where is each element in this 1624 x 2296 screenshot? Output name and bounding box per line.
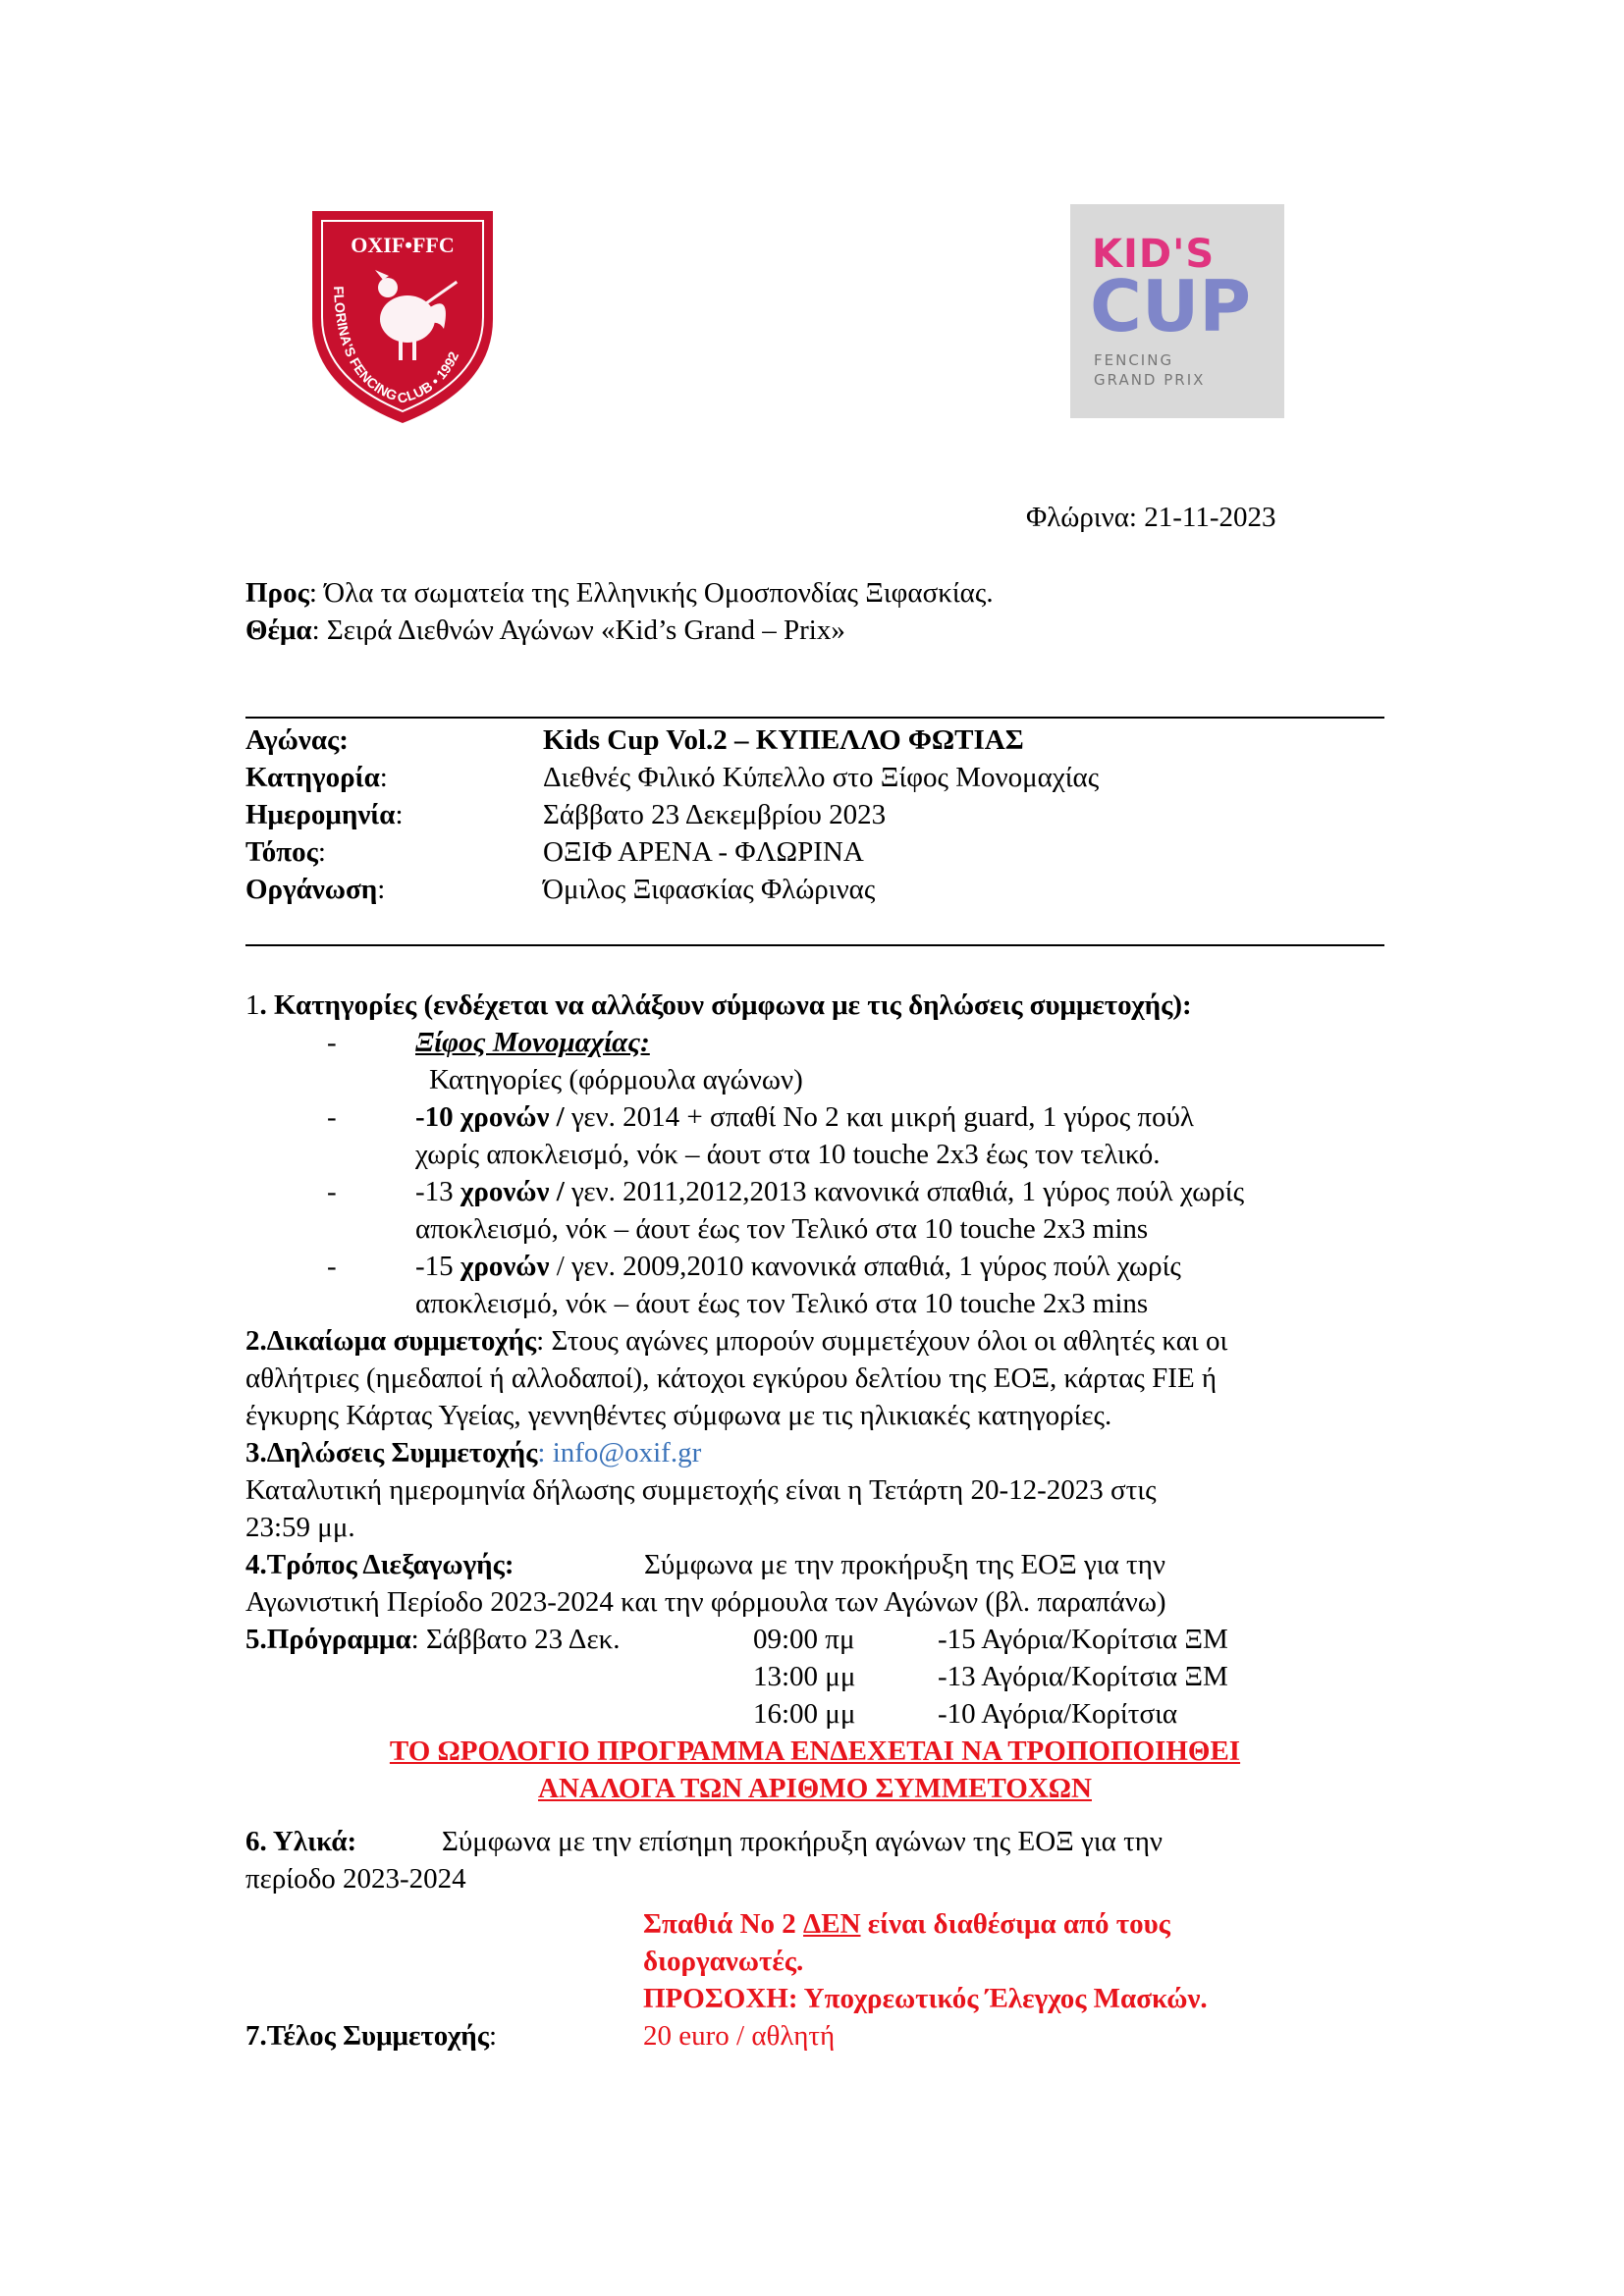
category-age: χρονών <box>460 1251 550 1282</box>
schedule-category: -10 Αγόρια/Κορίτσια <box>938 1698 1178 1730</box>
schedule-time: 09:00 πμ <box>753 1624 855 1655</box>
section-label: 5.Πρόγραμμα <box>245 1624 411 1655</box>
info-label: Ημερομηνία <box>245 799 396 830</box>
section-6-label: 6. Υλικά: <box>245 1826 357 1857</box>
info-value-category: Διεθνές Φιλικό Κύπελλο στο Ξίφος Μονομαχίας <box>543 762 1100 793</box>
section-2-line2: αθλήτριες (ημεδαποί ή αλλοδαποί), κάτοχοι εγκύρου δελτίου της ΕΟΞ, κάρτας FIE ή <box>245 1362 1218 1394</box>
categories-subheading: Κατηγορίες (φόρμουλα αγώνων) <box>429 1064 803 1095</box>
info-label: Κατηγορία <box>245 762 380 793</box>
logo-arc-text: FLORINA'S FENCING CLUB • 1992 <box>331 286 462 406</box>
oxif-ffc-logo <box>304 201 501 427</box>
entry-fee-value: 20 euro / αθλητή <box>643 2020 836 2052</box>
section-label: 3.Δηλώσεις Συμμετοχής <box>245 1437 538 1468</box>
kids-cup-line4: GRAND PRIX <box>1094 371 1206 389</box>
category-age-num: -15 <box>415 1251 460 1282</box>
schedule-day: : Σάββατο 23 Δεκ. <box>410 1624 621 1655</box>
category-u10-line1 <box>415 1098 1194 1136</box>
weapon-heading: Ξίφος Μονομαχίας: <box>415 1027 650 1058</box>
list-dash: - <box>327 1251 337 1282</box>
email-link[interactable]: info@oxif.gr <box>552 1437 702 1468</box>
section-7-label <box>245 2017 497 2055</box>
schedule-time: 16:00 μμ <box>753 1698 856 1730</box>
schedule-time: 13:00 μμ <box>753 1661 856 1692</box>
section-6-line2: περίοδο 2023-2024 <box>245 1863 466 1895</box>
info-row-place <box>245 833 326 871</box>
section-2-line1 <box>245 1322 1227 1360</box>
section-label: 7.Τέλος Συμμετοχής <box>245 2020 489 2052</box>
info-row-category <box>245 759 388 796</box>
info-colon: : <box>379 762 388 793</box>
category-u15-line1 <box>415 1248 1181 1285</box>
section-colon: : <box>488 2020 498 2052</box>
info-colon: : <box>377 874 386 905</box>
kids-cup-line1: KID'S <box>1092 232 1216 277</box>
info-value-event: Kids Cup Vol.2 – ΚΥΠΕΛΛΟ ΦΩΤΙΑΣ <box>543 724 1024 756</box>
list-dash: - <box>327 1176 337 1207</box>
info-label: Οργάνωση <box>245 874 378 905</box>
divider-top <box>245 717 1384 719</box>
section-4-line1: Σύμφωνα με την προκήρυξη της ΕΟΞ για την <box>644 1549 1165 1580</box>
category-desc: γεν. 2011,2012,2013 κανονικά σπαθιά, 1 γύρος πούλ χωρίς <box>564 1176 1245 1207</box>
kids-cup-logo <box>1070 204 1284 418</box>
note-text: Σπαθιά No 2 <box>643 1908 804 1940</box>
section-number: 1 <box>245 989 260 1021</box>
list-dash: - <box>327 1101 337 1133</box>
info-label: Αγώνας: <box>245 724 349 756</box>
category-u15-line2: αποκλεισμό, νόκ – άουτ έως τον Τελικό στα 10 touche 2x3 mins <box>415 1288 1149 1319</box>
schedule-category: -15 Αγόρια/Κορίτσια ΞΜ <box>938 1624 1228 1655</box>
section-4-label: 4.Τρόπος Διεξαγωγής: <box>245 1549 514 1580</box>
section-title: . Κατηγορίες (ενδέχεται να αλλάξουν σύμφωνα με τις δηλώσεις συμμετοχής): <box>259 989 1192 1021</box>
info-value-organizer: Όμιλος Ξιφασκίας Φλώρινας <box>543 874 876 905</box>
section-1-title <box>245 987 1192 1024</box>
document-date: Φλώρινα: 21-11-2023 <box>1026 502 1276 533</box>
category-age-num: -13 <box>415 1176 460 1207</box>
section-4-line2: Αγωνιστική Περίοδο 2023-2024 και την φόρμουλα των Αγώνων (βλ. παραπάνω) <box>245 1586 1166 1618</box>
info-colon: : <box>317 836 326 868</box>
category-age: χρονών / <box>460 1176 565 1207</box>
materials-note-line2: διοργανωτές. <box>643 1946 804 1977</box>
category-u10-line2: χωρίς αποκλεισμό, νόκ – άουτ στα 10 touche 2x3 έως τον τελικό. <box>415 1139 1161 1170</box>
logo-top-text: OXIF•FFC <box>351 233 455 257</box>
info-label: Τόπος <box>245 836 318 868</box>
note-emphasis: ΔΕΝ <box>803 1908 861 1940</box>
info-value-place: ΟΞΙΦ ΑΡΕΝΑ - ΦΛΩΡΙΝΑ <box>543 836 864 868</box>
section-3-line3: 23:59 μμ. <box>245 1512 355 1543</box>
schedule-warning-line2: ΑΝΑΛΟΓΑ ΤΩΝ ΑΡΙΘΜΟ ΣΥΜΜΕΤΟΧΩΝ <box>538 1773 1092 1804</box>
divider-bottom <box>245 944 1384 946</box>
section-2-line3: έγκυρης Κάρτας Υγείας, γεννηθέντες σύμφωνα με τις ηλικιακές κατηγορίες. <box>245 1400 1112 1431</box>
subject-label: Θέμα <box>245 614 312 646</box>
kids-cup-line3: FENCING <box>1094 351 1174 369</box>
info-value-date: Σάββατο 23 Δεκεμβρίου 2023 <box>543 799 887 830</box>
recipient-text: : Όλα τα σωματεία της Ελληνικής Ομοσπονδίας Ξιφασκίας. <box>308 577 994 609</box>
schedule-category: -13 Αγόρια/Κορίτσια ΞΜ <box>938 1661 1228 1692</box>
note-text: είναι διαθέσιμα από τους <box>860 1908 1170 1940</box>
category-u13-line2: αποκλεισμό, νόκ – άουτ έως τον Τελικό στα 10 touche 2x3 mins <box>415 1213 1149 1245</box>
section-label: 2.Δικαίωμα συμμετοχής <box>245 1325 537 1357</box>
info-row-organizer <box>245 871 385 908</box>
section-5-label-line <box>245 1621 621 1658</box>
recipient-label: Προς <box>245 577 309 609</box>
section-3-line2: Καταλυτική ημερομηνία δήλωσης συμμετοχής είναι η Τετάρτη 20-12-2023 στις <box>245 1474 1157 1506</box>
subject-text: : Σειρά Διεθνών Αγώνων «Kid’s Grand – Prix» <box>311 614 845 646</box>
info-colon: : <box>395 799 404 830</box>
section-text: : Στους αγώνες μπορούν συμμετέχουν όλοι οι αθλητές και οι <box>536 1325 1228 1357</box>
kids-cup-line2: CUP <box>1090 265 1252 347</box>
materials-note-line1 <box>643 1905 1170 1943</box>
section-3-line1 <box>245 1434 701 1471</box>
section-6-line1: Σύμφωνα με την επίσημη προκήρυξη αγώνων της ΕΟΞ για την <box>442 1826 1164 1857</box>
schedule-warning-line1: ΤΟ ΩΡΟΛΟΓΙΟ ΠΡΟΓΡΑΜΜΑ ΕΝΔΕΧΕΤΑΙ ΝΑ ΤΡΟΠΟΠΟΙΗΘΕΙ <box>389 1735 1241 1767</box>
section-colon: : <box>537 1437 546 1468</box>
info-row-event <box>245 721 349 759</box>
materials-note-line3: ΠΡΟΣΟΧΗ: Υποχρεωτικός Έλεγχος Μασκών. <box>643 1983 1208 2014</box>
list-dash: - <box>327 1027 337 1058</box>
subject-line <box>245 612 845 649</box>
info-row-date <box>245 796 404 833</box>
category-desc: γεν. 2014 + σπαθί No 2 και μικρή guard, 1 γύρος πούλ <box>564 1101 1194 1133</box>
category-age: -10 χρονών / <box>415 1101 565 1133</box>
category-u13-line1 <box>415 1173 1244 1210</box>
recipient-line <box>245 574 994 612</box>
category-desc: / γεν. 2009,2010 κανονικά σπαθιά, 1 γύρος πούλ χωρίς <box>549 1251 1181 1282</box>
